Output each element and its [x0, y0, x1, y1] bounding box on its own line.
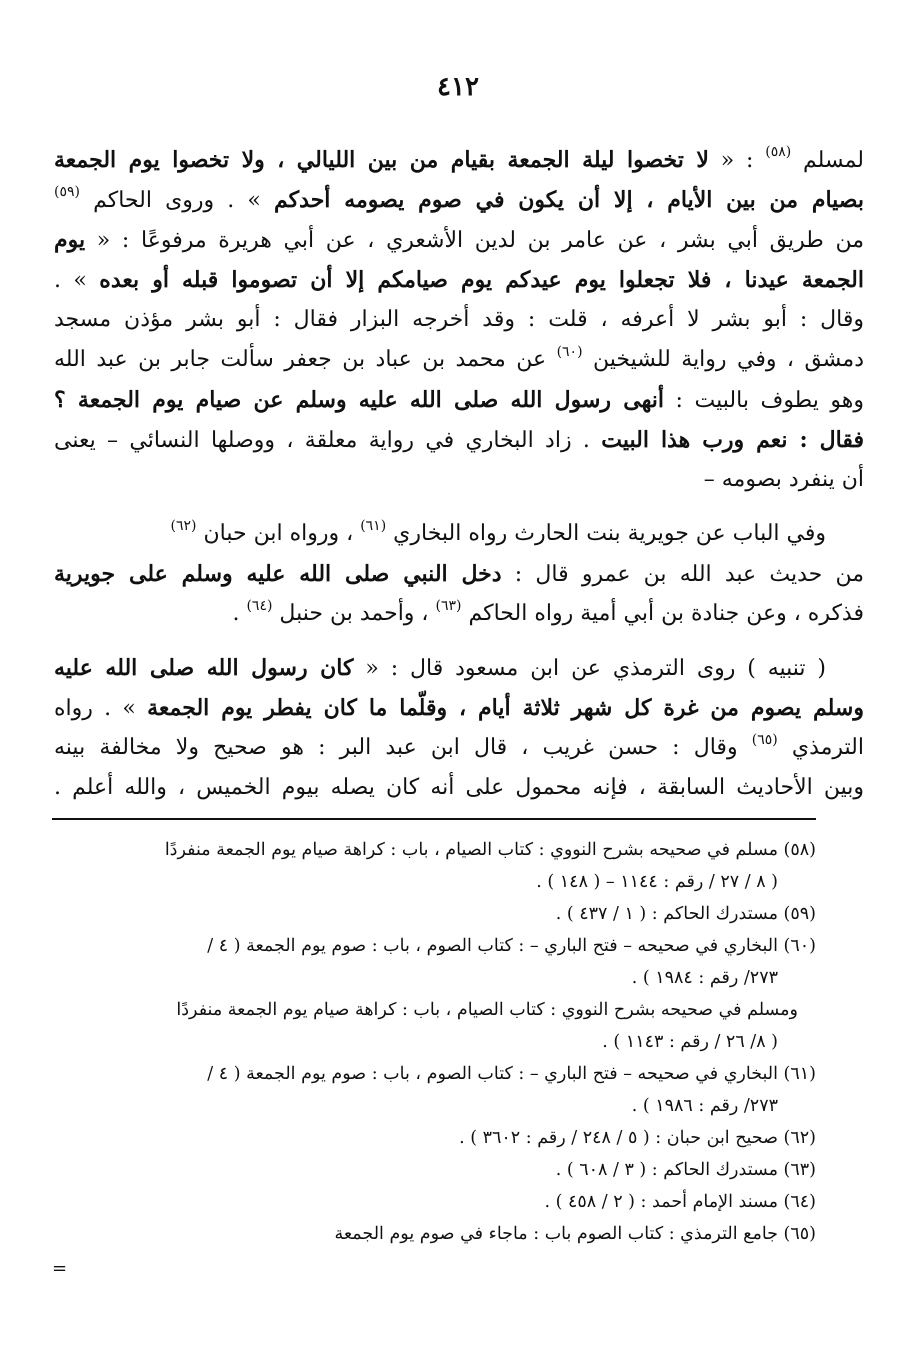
footnote-line: (٦٤) مسند الإمام أحمد : ( ٢ / ٤٥٨ ) .: [544, 1192, 816, 1212]
bold-text: لا تخصوا ليلة الجمعة بقيام من بين الليالي ، ولا تخصوا يوم الجمعة: [54, 147, 709, 173]
text-run: ( تنبيه ) روى الترمذي عن ابن مسعود قال : «: [353, 656, 827, 681]
footnote-line: ومسلم في صحيحه بشرح النووي : كتاب الصيام ، باب : كراهة صيام يوم الجمعة منفردًا: [176, 1000, 798, 1020]
footnote-line: ٢٧٣/ رقم : ١٩٨٤ ) .: [631, 968, 778, 988]
footnotes: [60, 834, 816, 1250]
bold-text: كان رسول الله صلى الله عليه: [54, 655, 354, 681]
text-run: من طريق أبي بشر ، عن عامر بن لدين الأشعري ، عن أبي هريرة مرفوعًا : «: [85, 228, 864, 253]
footnote-ref: (٦٣): [435, 598, 462, 614]
text-run: : «: [708, 148, 766, 173]
text-line: [54, 460, 864, 500]
text-run: الترمذي: [777, 735, 864, 760]
paragraph-gap: [54, 500, 864, 514]
text-run: » . وروى الحاكم: [79, 188, 275, 213]
text-line: [54, 594, 864, 634]
paragraph-gap: [54, 634, 864, 648]
text-line: [54, 554, 864, 594]
footnote-ref: (٦٢): [170, 518, 197, 534]
text-line: [54, 380, 864, 420]
text-line: [54, 688, 864, 728]
text-run: .: [232, 601, 247, 626]
text-line: [54, 648, 864, 688]
text-run: دمشق ، وفي رواية للشيخين: [582, 347, 865, 372]
text-run: عن محمد بن عباد بن جعفر سألت جابر بن عبد الله: [54, 347, 557, 372]
footnote-line: (٦٢) صحيح ابن حبان : ( ٥ / ٢٤٨ / رقم : ٣٦٠٢ ) .: [459, 1128, 816, 1148]
text-run: وقال : حسن غريب ، قال ابن عبد البر : هو صحيح ولا مخالفة بينه: [54, 735, 752, 760]
footnote-ref: (٦٤): [246, 598, 273, 614]
bold-text: فقال : نعم ورب هذا البيت: [601, 427, 864, 453]
text-line: [54, 340, 864, 380]
text-line: [54, 514, 864, 554]
text-run: لمسلم: [791, 148, 865, 173]
bold-text: الجمعة عيدنا ، فلا تجعلوا يوم عيدكم يوم صيامكم إلا أن تصوموا قبله أو بعده: [99, 267, 864, 293]
footnote-line: (٥٨) مسلم في صحيحه بشرح النووي : كتاب الصيام ، باب : كراهة صيام يوم الجمعة منفردًا: [164, 840, 816, 860]
text-line: [54, 140, 864, 180]
text-line: [54, 220, 864, 260]
text-line: [54, 180, 864, 220]
text-run: وبين الأحاديث السابقة ، فإنه محمول على أنه كان يصله بيوم الخميس ، والله أعلم .: [54, 775, 864, 800]
text-run: فذكره ، وعن جنادة بن أبي أمية رواه الحاكم: [461, 601, 864, 626]
text-line: [54, 420, 864, 460]
paragraph: [54, 514, 864, 634]
text-run: وقال : أبو بشر لا أعرفه ، قلت : وقد أخرجه البزار فقال : أبو بشر مؤذن مسجد: [54, 307, 864, 332]
footnote-line: ( ٨ / ٢٧ / رقم : ١١٤٤ – ( ١٤٨ ) .: [536, 872, 778, 892]
footnote-ref: (٥٨): [765, 144, 792, 160]
paragraph: [54, 140, 864, 500]
text-line: [54, 768, 864, 808]
continuation-mark: =: [52, 1258, 68, 1279]
footnote-ref: (٦٥): [751, 732, 778, 748]
footnote-line: (٦١) البخاري في صحيحه – فتح الباري – : كتاب الصوم ، باب : صوم يوم الجمعة ( ٤ /: [207, 1064, 816, 1084]
footnote-line: (٦٥) جامع الترمذي : كتاب الصوم باب : ماجاء في صوم يوم الجمعة: [334, 1224, 816, 1244]
footnote-ref: (٦١): [360, 518, 387, 534]
text-run: أن ينفرد بصومه –: [703, 467, 864, 492]
bold-text: وسلم يصوم من غرة كل شهر ثلاثة أيام ، وقلّما ما كان يفطر يوم الجمعة: [147, 695, 864, 721]
text-run: » . رواه: [54, 696, 148, 721]
text-line: [54, 728, 864, 768]
bold-text: دخل النبي صلى الله عليه وسلم على جويرية: [54, 561, 502, 587]
text-line: [54, 300, 864, 340]
text-line: [54, 260, 864, 300]
text-run: ، وأحمد بن حنبل: [272, 601, 436, 626]
footnote-line: (٦٠) البخاري في صحيحه – فتح الباري – : كتاب الصوم ، باب : صوم يوم الجمعة ( ٤ /: [207, 936, 816, 956]
footnote-ref: (٦٠): [556, 344, 583, 360]
text-run: ، ورواه ابن حبان: [196, 521, 361, 546]
bold-text: بصيام من بين الأيام ، إلا أن يكون في صوم يصومه أحدكم: [274, 187, 864, 213]
main-text: [54, 140, 864, 808]
footnote-separator: [52, 818, 816, 820]
bold-text: أنهى رسول الله صلى الله عليه وسلم عن صيام يوم الجمعة ؟: [54, 387, 664, 413]
footnote-ref: (٥٩): [54, 184, 80, 200]
footnote-line: (٦٣) مستدرك الحاكم : ( ٣ / ٦٠٨ ) .: [555, 1160, 816, 1180]
page-number: ٤١٢: [437, 72, 479, 102]
text-run: وهو يطوف بالبيت :: [664, 388, 865, 413]
footnote-line: ( ٨/ ٢٦ / رقم : ١١٤٣ ) .: [602, 1032, 778, 1052]
text-run: من حديث عبد الله بن عمرو قال :: [501, 562, 865, 587]
text-run: . زاد البخاري في رواية معلقة ، ووصلها النسائي – يعنى: [54, 428, 602, 453]
paragraph: [54, 648, 864, 808]
text-run: » .: [54, 268, 100, 293]
text-run: وفي الباب عن جويرية بنت الحارث رواه البخاري: [386, 521, 826, 546]
footnote-line: ٢٧٣/ رقم : ١٩٨٦ ) .: [631, 1096, 778, 1116]
bold-text: يوم: [54, 227, 86, 253]
footnote-line: (٥٩) مستدرك الحاكم : ( ١ / ٤٣٧ ) .: [555, 904, 816, 924]
